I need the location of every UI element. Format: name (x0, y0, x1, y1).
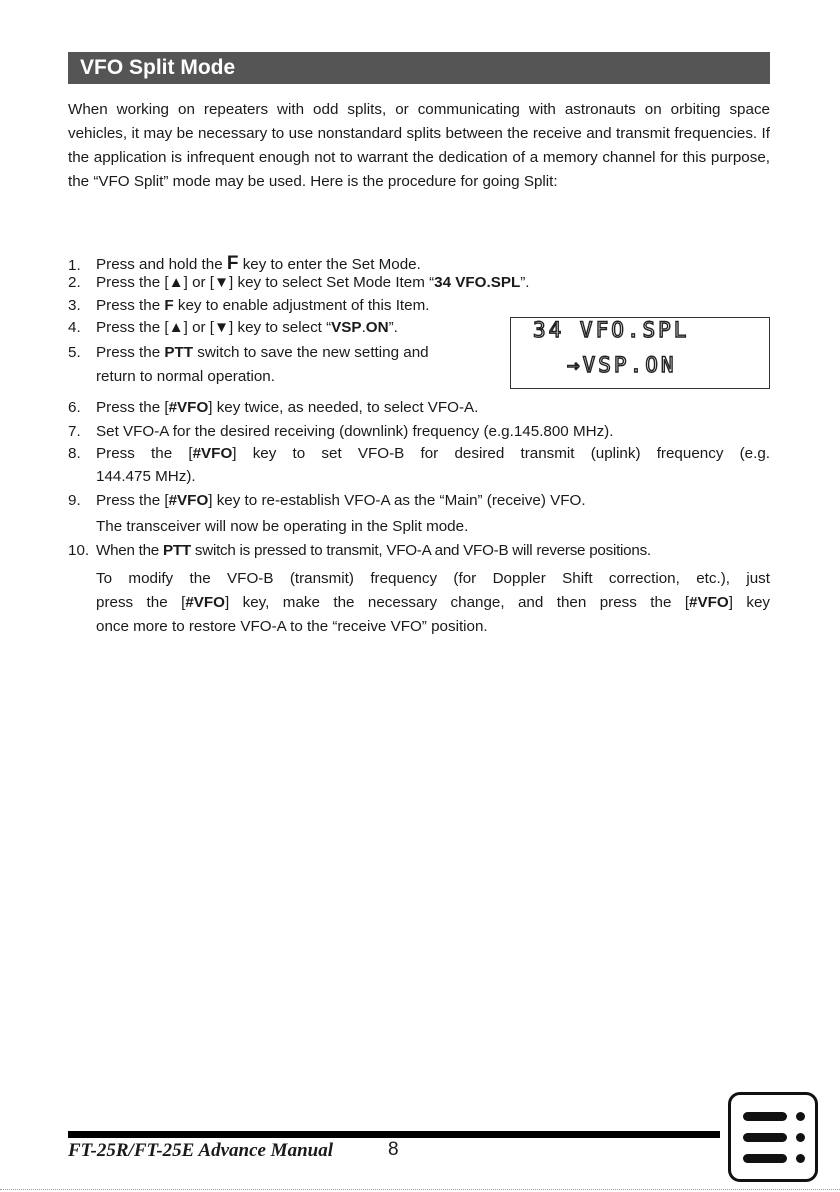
section-title: VFO Split Mode (68, 52, 770, 84)
step-text: Press the [▲] or [▼] key to select Set Mode Item “34 VFO.SPL”. (96, 274, 530, 291)
step-text: Press the [▲] or [▼] key to select “VSP.ON”. (96, 319, 398, 336)
menu-dot (796, 1133, 805, 1142)
page-edge-dotted-line (0, 1189, 840, 1190)
step-text: Press the F key to enable adjustment of this Item. (96, 297, 430, 314)
footer-rule (68, 1131, 720, 1138)
step-text: Set VFO-A for the desired receiving (downlink) frequency (e.g.145.800 MHz). (96, 423, 614, 440)
menu-bar (743, 1112, 787, 1121)
menu-bar (743, 1154, 787, 1163)
page-number: 8 (388, 1139, 399, 1160)
step-number: 1. (68, 257, 81, 274)
footer-manual-title: FT-25R/FT-25E Advance Manual (68, 1140, 333, 1161)
lcd-line-2: →VSP.ON (567, 353, 677, 377)
menu-list-icon[interactable] (728, 1092, 818, 1182)
f-key-label: F (226, 253, 239, 274)
step-text: When the PTT switch is pressed to transmit, VFO-A and VFO-B will reverse positions. (96, 542, 651, 559)
step-text: Press the [#VFO] key to re-establish VFO-A as the “Main” (receive) VFO. (96, 492, 586, 509)
menu-dot (796, 1112, 805, 1121)
step-text: Press the [#VFO] key twice, as needed, to select VFO-A. (96, 399, 479, 416)
menu-bar (743, 1133, 787, 1142)
step-text: Press the [#VFO] key to set VFO-B for desired transmit (uplink) frequency (e.g. (96, 445, 771, 462)
step-text: Press and hold the F key to enter the Set Mode. (96, 253, 421, 274)
lcd-display (510, 317, 770, 389)
menu-dot (796, 1154, 805, 1163)
intro-paragraph: When working on repeaters with odd splits, or communicating with astronauts on orbiting space vehicles, it may be necessary to use nonstandard splits between the receive and transmit frequencies. If the application is infrequent enough not to warrant the dedication of a memory channel for this purpose, the “VFO Split” mode may be used. Here is the procedure for going Split: (68, 101, 770, 190)
lcd-line-1: 34 VFO.SPL (533, 318, 690, 342)
step-text: Press the PTT switch to save the new setting and (96, 344, 429, 361)
